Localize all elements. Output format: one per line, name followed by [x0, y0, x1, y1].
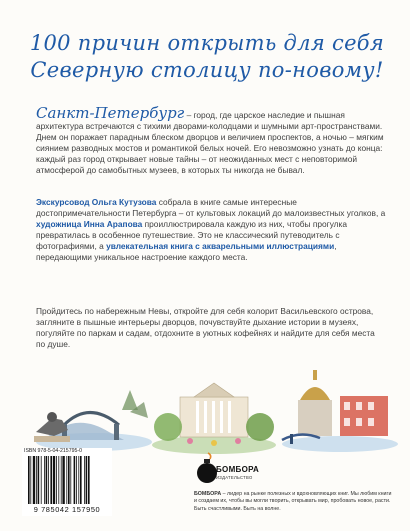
barcode-bar — [33, 456, 35, 504]
barcode-number: 9 785042 157950 — [33, 505, 101, 514]
bomb-icon — [194, 451, 218, 485]
about-text-3: , передающими уникальное настроение каждого места. — [36, 241, 337, 263]
barcode-bar — [66, 456, 67, 504]
barcode — [22, 448, 112, 516]
book-label: увлекательная книга с акварельными иллюстрациями — [106, 241, 335, 252]
publisher-description — [194, 491, 394, 513]
headline-line-1: 100 причин открыть для себя — [29, 31, 385, 55]
barcode-bar — [36, 456, 37, 504]
about-paragraph — [36, 197, 386, 264]
barcode-bar — [68, 456, 70, 504]
barcode-bar — [56, 456, 57, 504]
barcode-bar — [84, 456, 85, 504]
isbn-label: ISBN 978-5-04-215795-0 — [24, 448, 82, 454]
author-label: Экскурсовод Ольга Кутузова — [36, 197, 157, 207]
artist-label: художница Инна Арапова — [36, 219, 143, 230]
barcode-bar — [74, 456, 76, 504]
headline-line-2: Северную столицу по-новому! — [30, 58, 384, 82]
barcode-bar — [62, 456, 64, 504]
illustration-theatre-building — [150, 375, 278, 455]
barcode-bar — [28, 456, 30, 504]
about-text-2: проиллюстрировала каждую из них, чтобы прогулка превратилась в особенное путешествие. Это не классический путеводитель с фотографиями, а — [36, 219, 348, 252]
city-name: Санкт-Петербург — [36, 104, 185, 122]
publisher-text: – лидер на рынке полезных и вдохновляющих книг. Мы любим книги и создаем их, чтобы вы могли творить, открывать мир, пробовать новое, расти. Быть счастливыми. Быть на волне. — [194, 491, 392, 512]
intro-paragraph — [36, 104, 386, 177]
logo-subtitle: ИЗДАТЕЛЬСТВО — [216, 475, 253, 480]
headline — [22, 30, 392, 84]
closing-paragraph: Пройдитесь по набережным Невы, откройте для себя колорит Васильевского острова, загляните в пышные интерьеры дворцов, почувствуйте дыхание истории в музеях, погуляйте по паркам и садам, отдохните в уютных кофейнях и найдите для себя места по душе. — [36, 306, 375, 350]
illustration-cathedral-embankment — [280, 366, 400, 454]
barcode-bar — [86, 456, 88, 504]
barcode-bar — [76, 456, 77, 504]
logo-word: БОМБОРА — [216, 465, 260, 474]
barcode-bar — [58, 456, 59, 504]
about-text-1: собрала в книге самые интересные достопримечательности Петербурга – от культовых локаций до малоизвестных уголков, а — [36, 197, 386, 219]
illustration-bridge-sphinx — [34, 370, 154, 455]
barcode-bar — [78, 456, 79, 504]
barcode-bar — [70, 456, 71, 504]
barcode-bars — [28, 456, 108, 504]
barcode-bar — [41, 456, 42, 504]
barcode-bar — [80, 456, 82, 504]
barcode-bar — [88, 456, 90, 504]
barcode-bar — [48, 456, 49, 504]
intro-text: – город, где царское наследие и пышная архитектура встречаются с тихими дворами-колодцами и шумными арт-пространствами. Днем он поражает парадным блеском дворцов и величием проспектов, а ночью – мягким сиянием разводных мостов и романтикой белых ночей. Его невозможно узнать до конца: каждый раз город открывает новые тайны – от неожиданных мест с неповторимой атмосферой до самобытных музеев, в которых ты никогда не бывал. — [36, 110, 384, 176]
publisher-name: БОМБОРА — [194, 491, 222, 497]
barcode-bar — [46, 456, 48, 504]
barcode-bar — [53, 456, 55, 504]
barcode-bar — [38, 456, 40, 504]
barcode-bar — [50, 456, 52, 504]
barcode-bar — [44, 456, 45, 504]
barcode-bar — [30, 456, 31, 504]
barcode-bar — [61, 456, 62, 504]
